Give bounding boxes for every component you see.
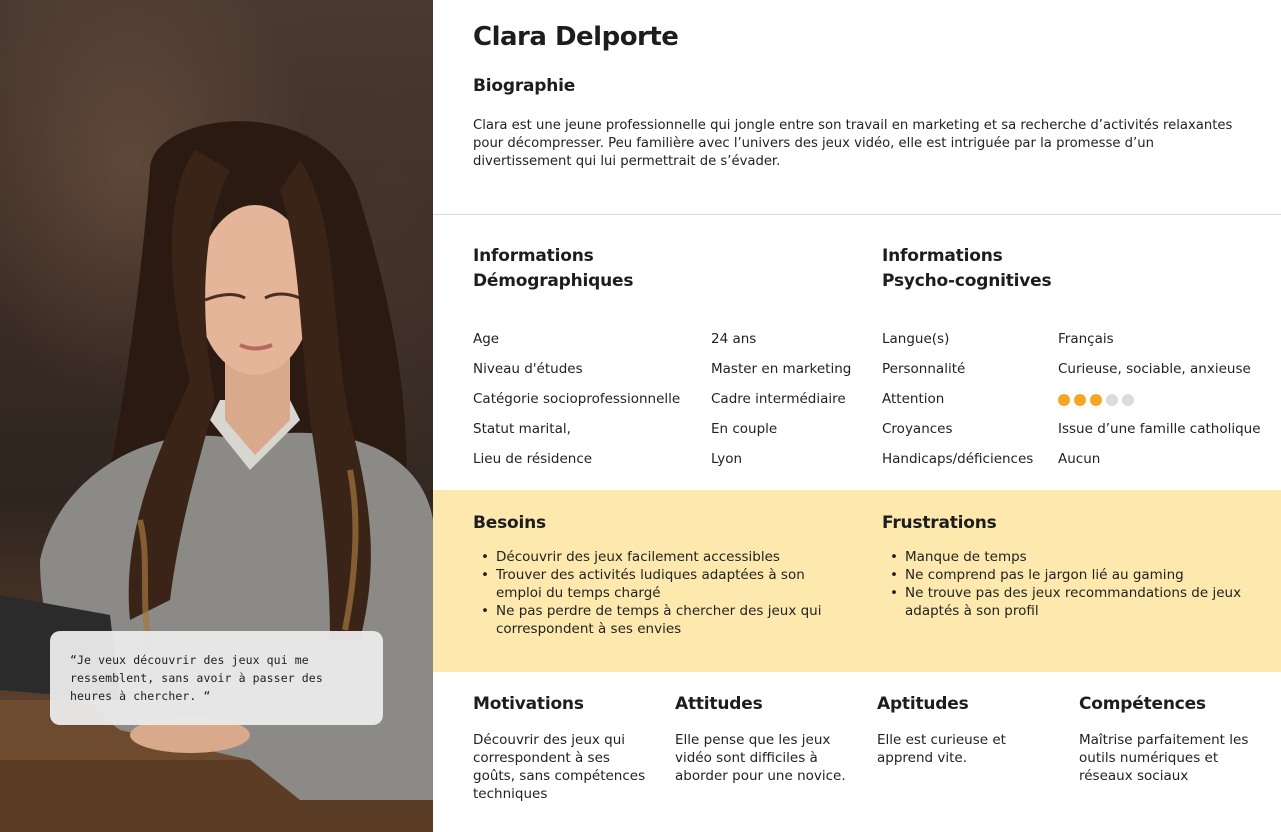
demographics-row-marital <box>473 414 873 444</box>
list-item: • Trouver des activités ludiques adaptées à son emploi du temps chargé <box>473 566 853 602</box>
aptitudes-column <box>877 692 1057 767</box>
psycho-row-disabilities <box>882 444 1277 474</box>
row-value: Master en marketing <box>711 361 852 377</box>
psycho-title-line1: Informations <box>882 246 1003 266</box>
needs-list <box>473 548 853 638</box>
row-value: Curieuse, sociable, anxieuse <box>1058 361 1251 377</box>
persona-photo <box>0 0 433 832</box>
list-item: • Ne comprend pas le jargon lié au gaming <box>882 566 1262 584</box>
psycho-row-beliefs <box>882 414 1277 444</box>
psycho-column <box>882 244 1277 474</box>
information-section <box>433 215 1281 490</box>
list-item: • Découvrir des jeux facilement accessibles <box>473 548 853 566</box>
frustrations-column <box>882 511 1262 620</box>
row-label: Croyances <box>882 421 953 437</box>
row-label: Lieu de résidence <box>473 451 593 467</box>
row-value: Cadre intermédiaire <box>711 391 846 407</box>
attention-rating <box>1058 394 1134 406</box>
rating-dot-filled <box>1074 394 1086 406</box>
row-label: Langue(s) <box>882 331 950 347</box>
frustrations-list <box>882 548 1262 620</box>
attitudes-column <box>675 692 855 785</box>
motivations-column <box>473 692 653 803</box>
traits-section <box>433 672 1281 832</box>
rating-dot-empty <box>1122 394 1134 406</box>
row-label: Attention <box>882 391 945 407</box>
psycho-table <box>882 324 1277 474</box>
row-label: Age <box>473 331 500 347</box>
needs-column <box>473 511 853 638</box>
psycho-title <box>882 244 1277 294</box>
aptitudes-title: Aptitudes <box>877 694 969 714</box>
biography-title: Biographie <box>473 76 576 96</box>
needs-frustrations-section <box>433 490 1281 672</box>
needs-title: Besoins <box>473 513 546 533</box>
list-item: • Manque de temps <box>882 548 1262 566</box>
demographics-title-line1: Informations <box>473 246 594 266</box>
psycho-row-attention <box>882 384 1277 414</box>
row-label: Catégorie socioprofessionnelle <box>473 391 681 407</box>
row-value: En couple <box>711 421 778 437</box>
row-label: Personnalité <box>882 361 966 377</box>
demographics-table <box>473 324 873 474</box>
motivations-text: Découvrir des jeux qui correspondent à ses goûts, sans compétences techniques <box>473 732 646 802</box>
demographics-row-age <box>473 324 873 354</box>
demographics-row-socio <box>473 384 873 414</box>
rating-dot-filled <box>1058 394 1070 406</box>
demographics-row-residence <box>473 444 873 474</box>
quote-card <box>50 631 383 725</box>
row-value: 24 ans <box>711 331 757 347</box>
psycho-title-line2: Psycho-cognitives <box>882 271 1052 291</box>
row-value: Lyon <box>711 451 743 467</box>
attitudes-text: Elle pense que les jeux vidéo sont difficiles à aborder pour une novice. <box>675 732 846 784</box>
demographics-title <box>473 244 873 294</box>
psycho-row-language <box>882 324 1277 354</box>
competences-column <box>1079 692 1259 785</box>
list-item: • Ne pas perdre de temps à chercher des jeux qui correspondent à ses envies <box>473 602 853 638</box>
row-value: Français <box>1058 331 1114 347</box>
persona-quote: “Je veux découvrir des jeux qui me ressemblent, sans avoir à passer des heures à chercher. “ <box>70 653 323 703</box>
row-value: Aucun <box>1058 451 1101 467</box>
row-label: Niveau d'études <box>473 361 583 377</box>
row-label: Statut marital, <box>473 421 571 437</box>
motivations-title: Motivations <box>473 694 584 714</box>
demographics-row-education <box>473 354 873 384</box>
rating-dot-empty <box>1106 394 1118 406</box>
rating-dot-filled <box>1090 394 1102 406</box>
competences-title: Compétences <box>1079 694 1206 714</box>
frustrations-title: Frustrations <box>882 513 997 533</box>
row-value: Issue d’une famille catholique <box>1058 421 1261 437</box>
persona-details <box>433 0 1281 832</box>
psycho-row-personality <box>882 354 1277 384</box>
attitudes-title: Attitudes <box>675 694 763 714</box>
persona-name: Clara Delporte <box>473 22 679 52</box>
biography-text: Clara est une jeune professionnelle qui jongle entre son travail en marketing et sa recherche d’activités relaxantes pour décompresser. Peu familière avec l’univers des jeux vidéo, elle est intriguée par la promesse d’un divertissement qui lui permettrait de s’évader. <box>473 118 1233 169</box>
row-label: Handicaps/déficiences <box>882 451 1034 467</box>
competences-text: Maîtrise parfaitement les outils numériques et réseaux sociaux <box>1079 732 1249 784</box>
biography-section <box>433 0 1281 215</box>
demographics-column <box>473 244 873 474</box>
demographics-title-line2: Démographiques <box>473 271 634 291</box>
aptitudes-text: Elle est curieuse et apprend vite. <box>877 732 1006 766</box>
list-item: • Ne trouve pas des jeux recommandations de jeux adaptés à son profil <box>882 584 1262 620</box>
